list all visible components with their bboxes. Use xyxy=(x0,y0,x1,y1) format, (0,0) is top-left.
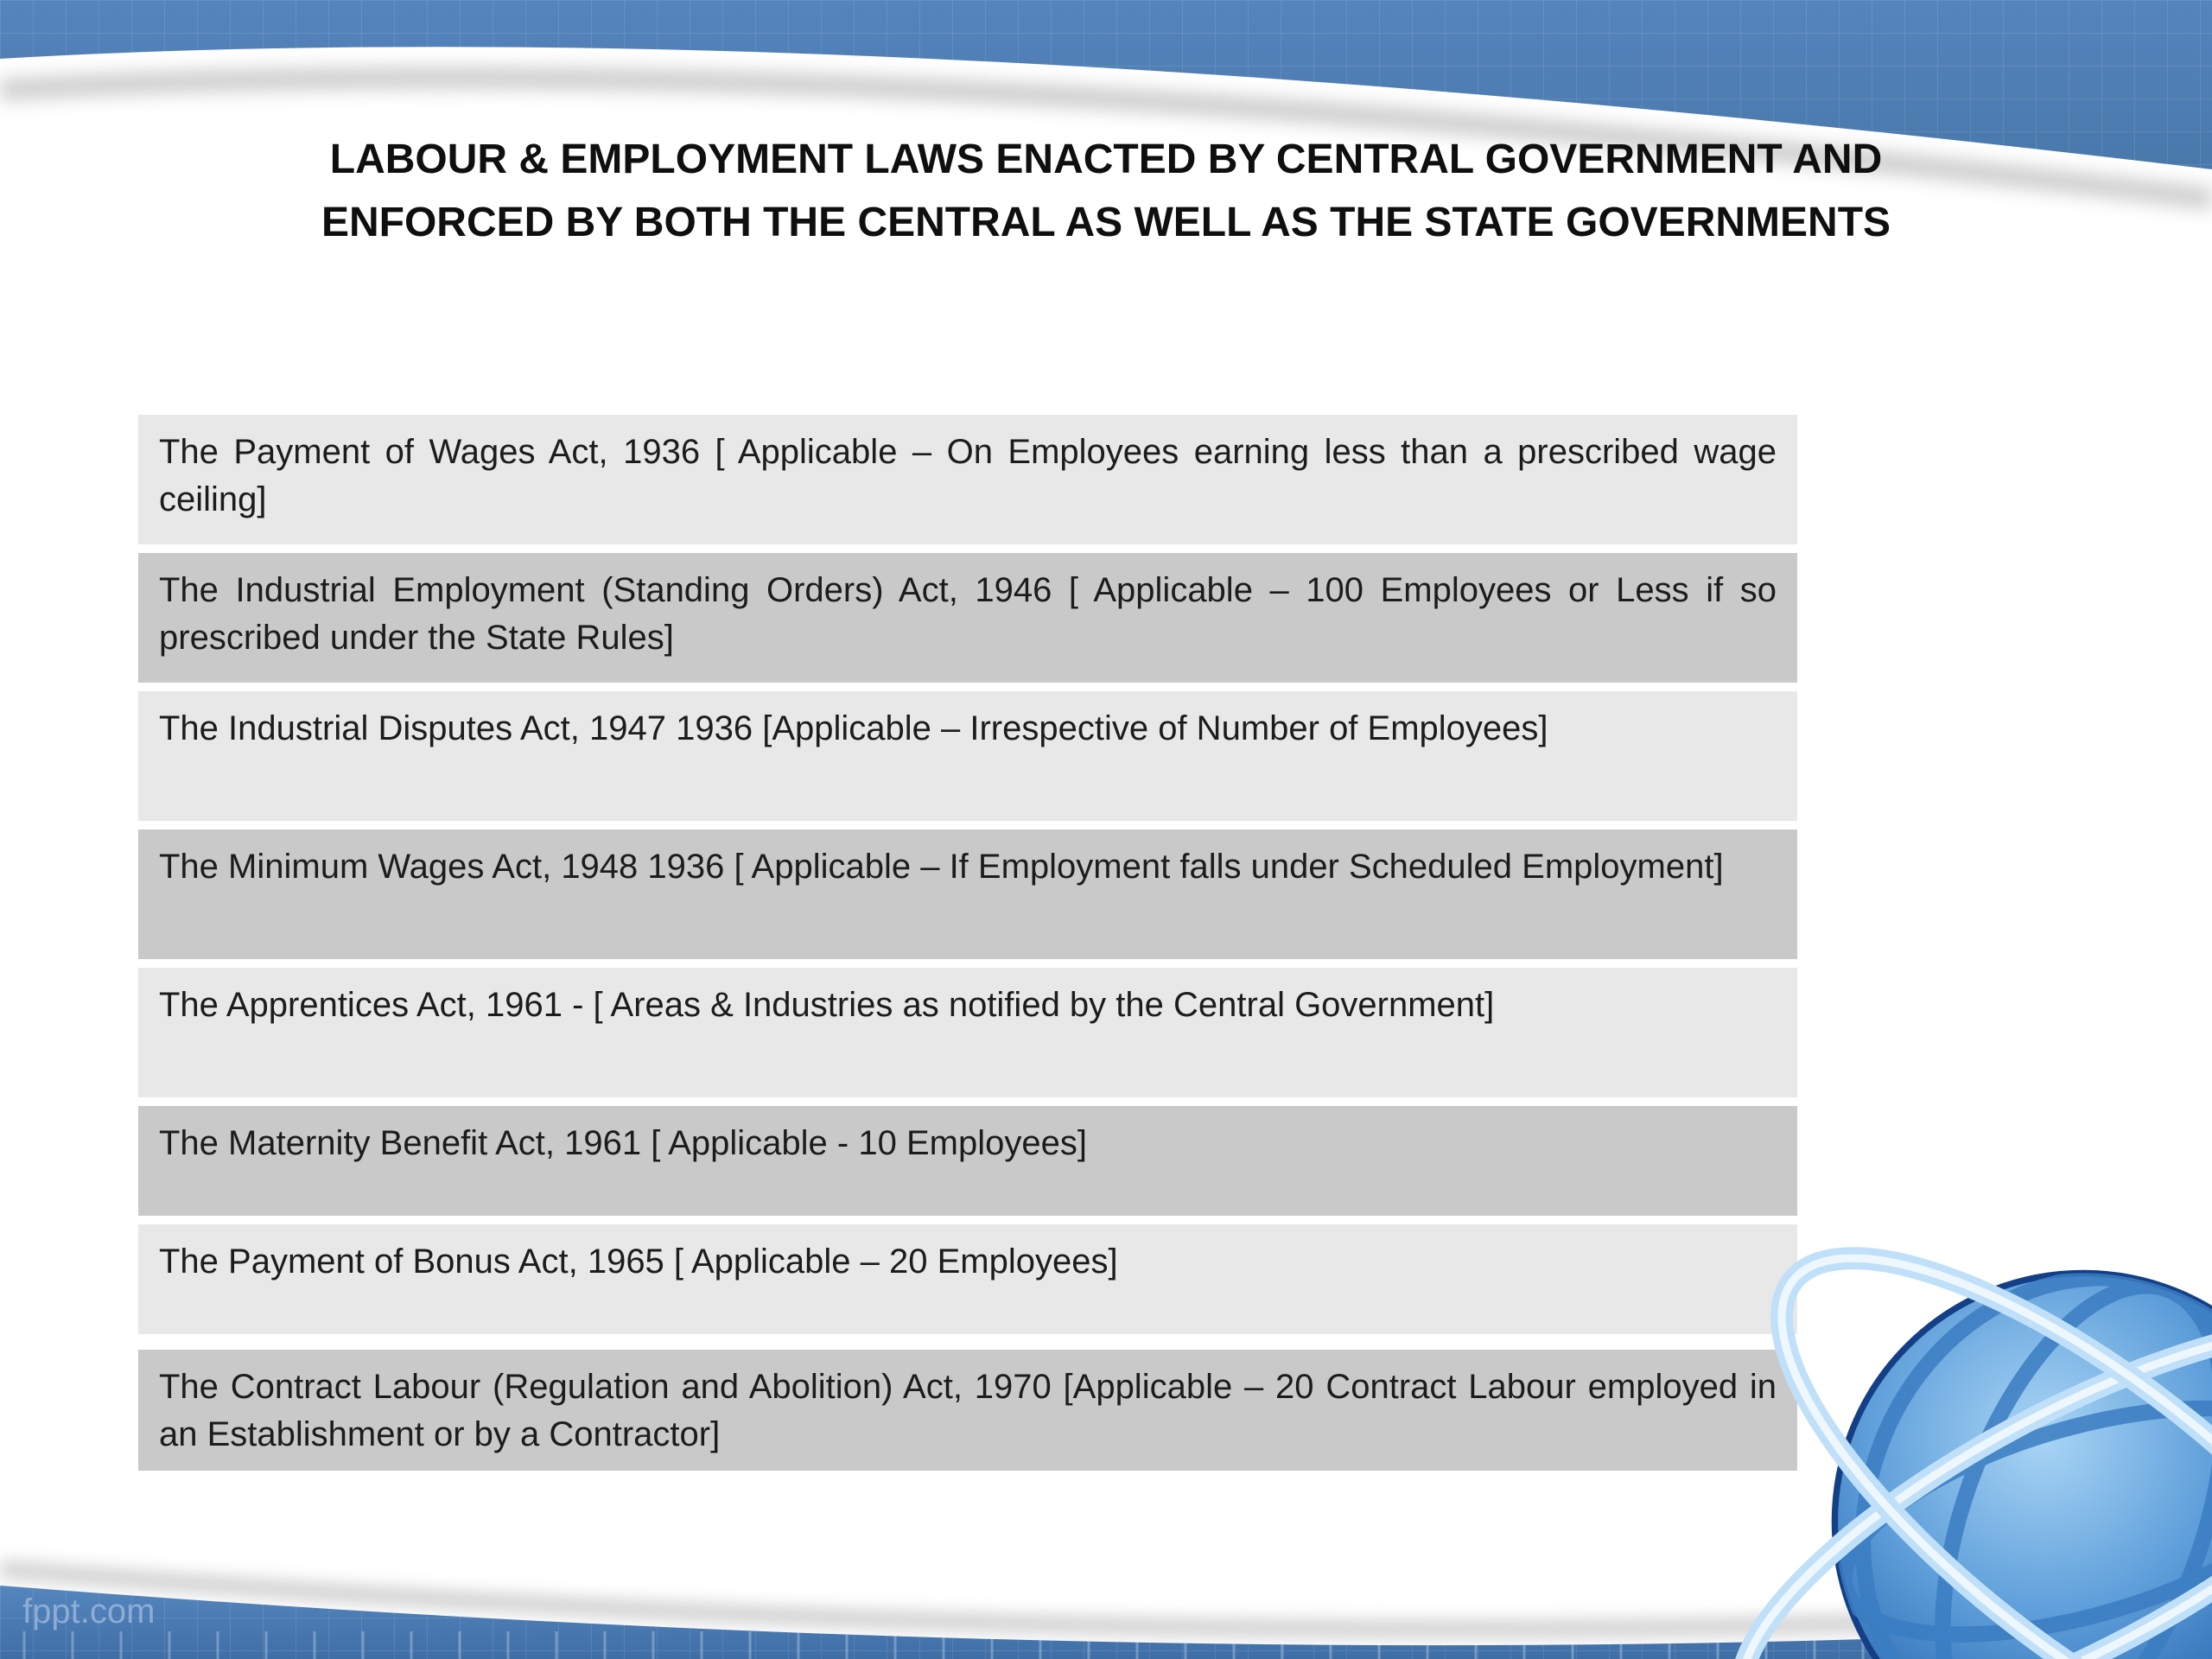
law-text: The Contract Labour (Regulation and Abolition) Act, 1970 [Applicable – 20 Contract Labour employed in an Establishment or by a Contractor] xyxy=(159,1368,1777,1453)
law-row xyxy=(138,830,1797,959)
law-text: The Payment of Bonus Act, 1965 [ Applicable – 20 Employees] xyxy=(159,1243,1118,1281)
globe-logo xyxy=(1789,1227,2212,1659)
law-text: The Minimum Wages Act, 1948 1936 [ Applicable – If Employment falls under Scheduled Employment] xyxy=(159,848,1724,886)
law-row xyxy=(138,1350,1797,1471)
law-row xyxy=(138,1106,1797,1216)
slide-title-line2: ENFORCED BY BOTH THE CENTRAL AS WELL AS THE STATE GOVERNMENTS xyxy=(321,200,1891,245)
law-text: The Industrial Employment (Standing Orders) Act, 1946 [ Applicable – 100 Employees or Less if so prescribed under the State Rules] xyxy=(159,571,1777,657)
law-text: The Industrial Disputes Act, 1947 1936 [Applicable – Irrespective of Number of Employees] xyxy=(159,709,1548,747)
law-row xyxy=(138,691,1797,821)
law-row xyxy=(138,553,1797,683)
law-row xyxy=(138,1224,1797,1334)
slide-title xyxy=(0,128,2212,254)
law-row xyxy=(138,415,1797,544)
law-row xyxy=(138,968,1797,1097)
slide-title-line1: LABOUR & EMPLOYMENT LAWS ENACTED BY CENTRAL GOVERNMENT AND xyxy=(329,137,1883,182)
law-text: The Apprentices Act, 1961 - [ Areas & Industries as notified by the Central Government] xyxy=(159,986,1495,1024)
fppt-watermark: fppt.com xyxy=(22,1592,156,1630)
law-text: The Payment of Wages Act, 1936 [ Applicable – On Employees earning less than a prescribed wage ceiling] xyxy=(159,433,1777,518)
laws-table xyxy=(138,415,1797,1479)
law-text: The Maternity Benefit Act, 1961 [ Applicable - 10 Employees] xyxy=(159,1124,1087,1162)
